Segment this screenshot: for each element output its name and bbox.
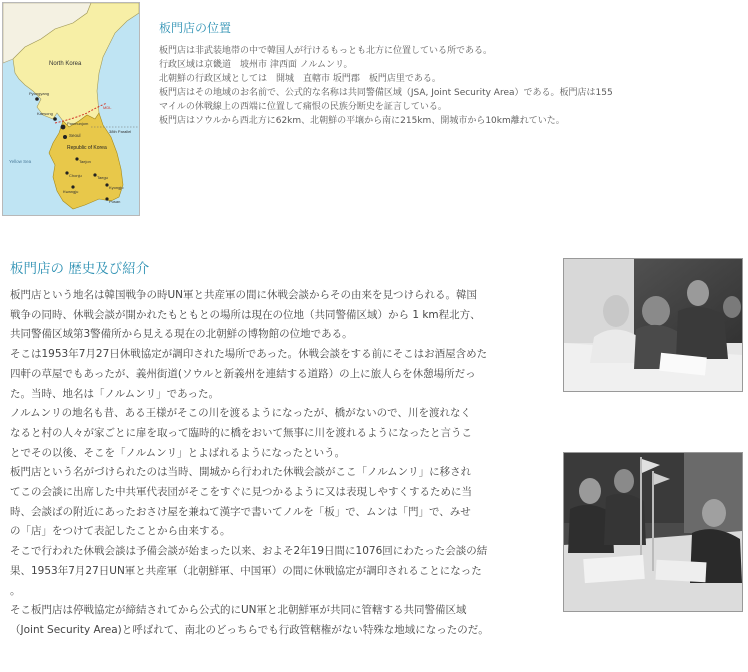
history-line: 板門店という地名は韓国戦争の時UN軍と共産軍の間に休戦会談からその由来を見つけられる。韓国 — [10, 289, 478, 301]
history-line: 。 — [10, 584, 21, 597]
map-label-pyongyang: Pyongyang — [29, 91, 50, 96]
location-line: 板門店は非武装地帯の中で韓国人が行けるもっとも北方に位置している所である。 — [159, 46, 493, 56]
map-label-38th-parallel: 38th Parallel — [109, 129, 132, 134]
location-line: マイルの休戦線上の西端に位置して痛恨の民族分断史を証言している。 — [159, 102, 447, 112]
history-line: ノルムンリの地名も昔、ある王様がそこの川を渡るようになったが、橋がないので、川を渡れなく — [10, 407, 471, 420]
korea-map — [2, 2, 140, 216]
location-heading: 板門店の位置 — [159, 21, 232, 35]
map-label-kyongju: Kyongju — [109, 185, 124, 190]
map-label-seoul: Seoul — [69, 133, 81, 138]
history-line: とでその以後、そこを「ノルムンリ」とよばれるようになったという。 — [10, 446, 346, 459]
armistice-signing-photo — [563, 258, 743, 392]
history-line: てこの会談に出席した中共軍代表団がそこをすぐに見つかるように又は表現しやすくするために当 — [10, 486, 472, 499]
map-label-north-korea: North Korea — [49, 61, 82, 67]
location-description — [159, 44, 743, 128]
location-line: 北朝鮮の行政区域としては 開城 直轄市 坂門郡 板門店里である。 — [159, 74, 441, 84]
history-heading: 板門店の 歴史及び紹介 — [10, 261, 150, 277]
history-line: の「店」をつけて表記したことから由来する。 — [10, 525, 231, 538]
armistice-talks-photo — [563, 452, 743, 612]
location-line: 板門店はその地域のお名前で、公式的な名称は共同警備区域（JSA, Joint Security Area）である。板門店は155 — [159, 88, 613, 98]
history-line: 時、会談ばの附近にあったおさけ屋を兼ねて漢字で書いてノルを「板」で、ムンは「門」で、みせ — [10, 505, 471, 518]
history-line: 四軒の草屋でもあったが、義州街道(ソウルと新義州を連結する道路）の上に旅人らを休憩場所だっ — [10, 367, 476, 380]
history-line: なると村の人々が家ごとに扉を取って臨時的に橋をおいて無事に川を渡れるようになったと言うこ — [10, 426, 472, 439]
history-line: た。当時、地名は「ノルムンリ」であった。 — [10, 387, 220, 400]
map-label-kwangju: Kwangju — [63, 189, 79, 194]
history-line: 板門店という名がづけられたのは当時、開城から行われた休戦会談がここ「ノルムンリ」に移され — [10, 466, 472, 479]
history-line: （Joint Security Area)と呼ばれて、南北のどっちらでも行政管轄権がない特殊な地域になったのだ。 — [10, 623, 489, 636]
map-label-mdl: MDL — [103, 105, 112, 110]
map-label-republic-of-korea: Republic of Korea — [67, 145, 107, 151]
history-line: そこは1953年7月27日休戦協定が調印された場所であった。休戦会談をする前にそこはお酒屋含めた — [10, 348, 488, 361]
map-label-kaesong: Kaesong — [37, 111, 53, 116]
history-line: 共同警備区域第3警備所から見える現在の北朝鮮の博物館の位地である。 — [10, 328, 353, 341]
history-line: そこ板門店は停戦協定が締結されてから公式的にUN軍と北朝鮮軍が共同に管轄する共同警備区域 — [10, 604, 467, 617]
map-label-yellow-sea: Yellow Sea — [9, 159, 32, 164]
map-label-chonju: Chonju — [69, 173, 82, 178]
location-line: 行政区域は京畿道 坡州市 津西面 ノルムンリ。 — [159, 60, 353, 70]
history-description — [10, 286, 550, 641]
map-label-taejon: Taejon — [79, 159, 91, 164]
korea-map-graphic — [3, 3, 139, 215]
history-line: 果、1953年7月27日UN軍と共産軍（北朝鮮軍、中国軍）の間に休戦協定が調印されることになった — [10, 564, 482, 577]
map-label-taegu: Taegu — [97, 175, 108, 180]
map-label-pusan: Pusan — [109, 199, 121, 204]
history-line: そこで行われた休戦会談は予備会談が始まった以来、およそ2年19日間に1076回にわたった会談の結 — [10, 545, 488, 558]
map-label-panmunjom: Panmunjom — [67, 121, 89, 126]
history-line: 戦争の同時、休戦会談が開かれたもともとの場所は現在の位地（共同警備区域）から 1 km程北方、 — [10, 308, 481, 321]
location-line: 板門店はソウルから西北方に62km、北朝鮮の平壌から南に215km、開城市から10km離れていた。 — [159, 116, 565, 126]
